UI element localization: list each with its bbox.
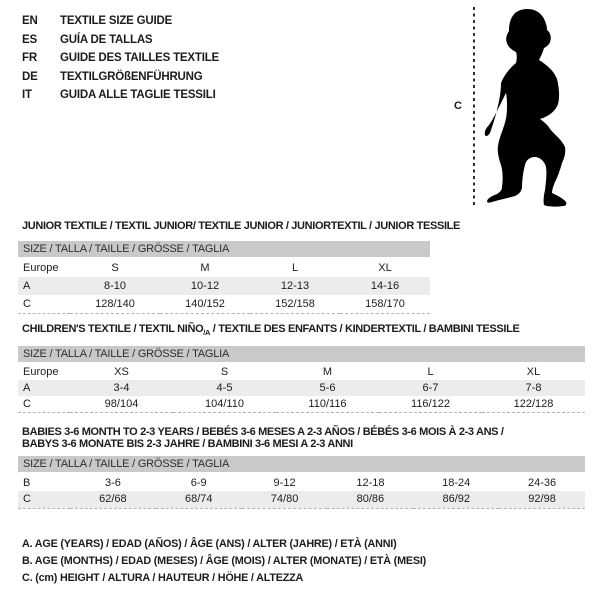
row-label: Europe: [23, 366, 59, 379]
table-cell: 5-6: [319, 382, 336, 395]
children-size-table: [18, 364, 585, 413]
table-cell: 98/104: [104, 397, 139, 410]
title-part: / TEXTILE DES ENFANTS / KINDERTEXTIL / BAMBINI TESSILE: [210, 323, 520, 335]
size-header-bar: SIZE / TALLA / TAILLE / GRÖSSE / TAGLIA: [18, 241, 430, 257]
language-code: DE: [22, 70, 38, 83]
table-cell: 158/170: [365, 297, 405, 310]
language-row: [22, 68, 219, 87]
language-code: IT: [22, 89, 32, 102]
table-cell: 104/110: [205, 397, 244, 410]
measure-c-label: C: [454, 100, 462, 112]
table-row: [18, 380, 585, 396]
table-cell: M: [322, 366, 333, 379]
guide-title: GUÍA DE TALLAS: [60, 33, 153, 46]
title-part: CHILDREN'S TEXTILE / TEXTIL NIÑO: [22, 323, 204, 335]
table-cell: M: [200, 262, 210, 274]
section-babies-textile: [18, 426, 585, 509]
table-cell: L: [427, 366, 434, 379]
table-cell: 18-24: [442, 476, 471, 489]
footnote-c: C. (cm) HEIGHT / ALTURA / HAUTEUR / HÖHE / ALTEZZA: [22, 572, 304, 585]
table-cell: XS: [114, 366, 129, 379]
section-title-line2: BABYS 3-6 MONATE BIS 2-3 JAHRE / BAMBINI 3-6 MESI A 2-3 ANNI: [22, 438, 353, 450]
table-cell: 6-7: [422, 382, 439, 395]
row-label: Europe: [23, 262, 59, 274]
table-cell: 68/74: [184, 493, 213, 506]
babies-size-table: [18, 474, 585, 509]
height-measure-figure: [440, 0, 600, 215]
language-row: [22, 86, 219, 105]
table-cell: 4-5: [216, 382, 233, 395]
section-title: [18, 323, 585, 337]
table-cell: 74/80: [270, 493, 299, 506]
row-label: B: [23, 476, 31, 489]
table-row: [18, 474, 585, 491]
table-cell: 12-18: [356, 476, 385, 489]
table-cell: S: [220, 366, 229, 379]
table-cell: 24-36: [528, 476, 557, 489]
table-cell: S: [111, 262, 119, 274]
table-cell: 62/68: [99, 493, 127, 506]
table-row: [18, 364, 585, 380]
title-subscript: /A: [203, 328, 211, 338]
language-row: [22, 12, 219, 31]
row-label: A: [23, 280, 31, 292]
table-cell: 14-16: [370, 280, 400, 292]
table-cell: 110/116: [308, 397, 347, 410]
baby-silhouette-icon: [452, 4, 592, 210]
table-cell: 128/140: [95, 297, 135, 310]
table-cell: 7-8: [525, 382, 542, 395]
junior-size-table: [18, 259, 430, 314]
row-label: A: [23, 382, 31, 395]
table-cell: XL: [378, 262, 392, 274]
table-cell: 122/128: [513, 397, 554, 410]
table-row: [18, 491, 585, 508]
guide-title: GUIDE DES TAILLES TEXTILE: [60, 52, 219, 65]
table-cell: 86/92: [442, 493, 470, 506]
table-cell: 8-10: [103, 280, 127, 292]
footnote-a: A. AGE (YEARS) / EDAD (AÑOS) / ÂGE (ANS) / ALTER (JAHRE) / ETÀ (ANNI): [22, 538, 397, 550]
section-junior-textile: [18, 220, 461, 314]
table-row: [18, 259, 430, 277]
table-cell: 140/152: [185, 297, 225, 310]
language-row: [22, 31, 219, 50]
table-cell: 10-12: [190, 280, 220, 292]
guide-title: TEXTILE SIZE GUIDE: [60, 15, 173, 27]
table-row: [18, 295, 430, 313]
language-code: EN: [22, 15, 38, 27]
table-cell: 6-9: [190, 476, 207, 489]
table-cell: 116/122: [411, 397, 450, 410]
table-cell: 80/86: [356, 493, 385, 506]
guide-title: TEXTILGRÖßENFÜHRUNG: [60, 70, 203, 83]
table-cell: 3-4: [113, 382, 130, 395]
size-header-bar: SIZE / TALLA / TAILLE / GRÖSSE / TAGLIA: [18, 456, 585, 472]
table-row: [18, 277, 430, 295]
section-title-line1: BABIES 3-6 MONTH TO 2-3 YEARS / BEBÉS 3-6 MESES A 2-3 AÑOS / BÉBÉS 3-6 MOIS À 2-3 ANS /: [22, 426, 504, 438]
language-row: [22, 49, 219, 68]
row-label: C: [23, 297, 31, 310]
language-code: ES: [22, 33, 37, 46]
guide-title: GUIDA ALLE TAGLIE TESSILI: [60, 89, 216, 102]
size-header-bar: SIZE / TALLA / TAILLE / GRÖSSE / TAGLIA: [18, 346, 585, 362]
language-title-list: [22, 12, 219, 105]
table-cell: XL: [526, 366, 541, 379]
table-cell: 92/98: [528, 493, 556, 506]
row-label: C: [23, 493, 31, 506]
measure-legend: [22, 536, 426, 588]
table-cell: 3-6: [104, 476, 121, 489]
table-cell: 9-12: [273, 476, 296, 489]
footnote-b: B. AGE (MONTHS) / EDAD (MESES) / ÂGE (MOIS) / ALTER (MONATE) / ETÀ (MESI): [22, 555, 427, 568]
section-childrens-textile: [18, 323, 585, 413]
table-cell: 152/158: [275, 297, 315, 310]
language-code: FR: [22, 52, 37, 65]
table-cell: L: [291, 262, 299, 274]
section-title: JUNIOR TEXTILE / TEXTIL JUNIOR/ TEXTILE JUNIOR / JUNIORTEXTIL / JUNIOR TESSILE: [22, 220, 461, 232]
table-cell: 12-13: [280, 280, 310, 292]
row-label: C: [23, 397, 31, 410]
table-row: [18, 396, 585, 412]
